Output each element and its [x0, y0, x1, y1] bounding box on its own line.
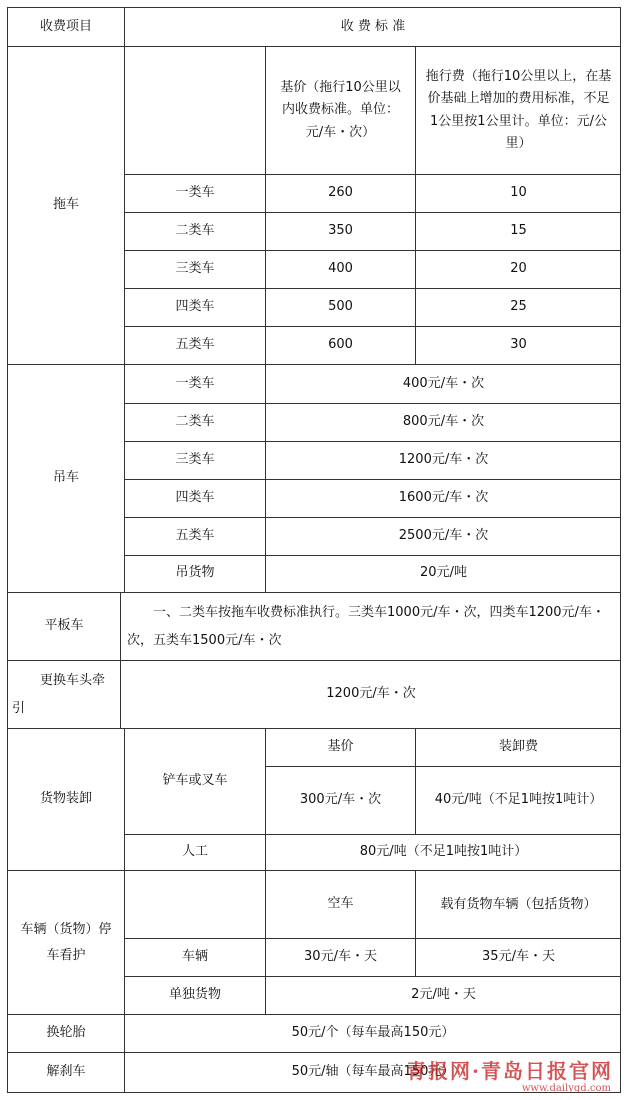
crane-label: 吊车 [52, 470, 79, 486]
header-standard: 收 费 标 准 [340, 18, 406, 34]
parking-col-loaded: 载有货物车辆（包括货物） [440, 896, 597, 912]
tow-fee-2: 15 [510, 222, 527, 238]
cargo-label: 货物装卸 [39, 791, 92, 807]
flatbed-section [7, 593, 621, 661]
tow-type-4: 四类车 [175, 298, 215, 314]
tow-base-3: 400 [328, 260, 353, 276]
crane-price-6: 20元/吨 [420, 565, 467, 581]
parking-section [7, 871, 621, 1015]
tow-base-1: 260 [328, 184, 353, 200]
tire-section [7, 1015, 621, 1053]
header-item: 收费项目 [39, 18, 92, 34]
crane-price-4: 1600元/车・次 [398, 489, 489, 505]
tow-base-header: 基价（拖行10公里以内收费标准。单位：元/车・次） [280, 80, 401, 140]
cargo-col-base: 基价 [327, 739, 354, 755]
tow-base-2: 350 [328, 222, 353, 238]
crane-type-4: 四类车 [175, 489, 215, 505]
crane-price-1: 400元/车・次 [402, 375, 485, 391]
parking-col-empty: 空车 [327, 896, 354, 912]
tractor-price: 1200元/车・次 [326, 686, 416, 702]
crane-price-2: 800元/车・次 [402, 413, 485, 429]
watermark-logo [406, 1055, 613, 1094]
tractor-label: 更换车头牵引 [12, 673, 106, 716]
cargo-forklift-base: 300元/车・次 [299, 791, 382, 807]
brake-price: 50元/轴（每车最高150元） [291, 1064, 455, 1080]
crane-type-2: 二类车 [175, 413, 215, 429]
parking-vehicle-label: 车辆 [181, 948, 208, 964]
tow-label: 拖车 [52, 197, 79, 213]
crane-type-5: 五类车 [175, 527, 215, 543]
crane-section [7, 365, 621, 593]
tow-type-3: 三类车 [175, 260, 215, 276]
brake-label: 解刹车 [46, 1064, 86, 1080]
tow-base-4: 500 [328, 298, 353, 314]
crane-type-6: 吊货物 [175, 565, 215, 581]
tow-base-5: 600 [328, 336, 353, 352]
tire-price: 50元/个（每车最高150元） [291, 1025, 455, 1041]
tow-type-2: 二类车 [175, 222, 215, 238]
crane-type-3: 三类车 [175, 451, 215, 467]
parking-vehicle-loaded: 35元/车・天 [482, 948, 555, 964]
cargo-manual-label: 人工 [181, 843, 208, 859]
cargo-col-fee: 装卸费 [498, 739, 538, 755]
cargo-section [7, 729, 621, 871]
tow-fee-3: 20 [510, 260, 527, 276]
cargo-forklift-label: 铲车或叉车 [162, 773, 228, 789]
tow-fee-header: 拖行费（拖行10公里以上，在基价基础上增加的费用标准，不足1公里按1公里计。单位：元/公里） [425, 69, 612, 151]
tractor-section [7, 661, 621, 729]
tow-fee-4: 25 [510, 298, 527, 314]
cargo-forklift-fee: 40元/吨（不足1吨按1吨计） [434, 792, 603, 807]
tow-type-5: 五类车 [175, 336, 215, 352]
tow-type-1: 一类车 [175, 184, 215, 200]
parking-vehicle-empty: 30元/车・天 [304, 948, 377, 964]
tow-fee-5: 30 [510, 336, 527, 352]
tire-label: 换轮胎 [46, 1025, 86, 1041]
table-header-row [7, 7, 621, 47]
fee-table [7, 7, 621, 1094]
crane-price-3: 1200元/车・次 [398, 451, 489, 467]
tow-section [7, 47, 621, 365]
watermark-text: 青报网·青岛日报官网 [406, 1059, 613, 1083]
parking-goods-label: 单独货物 [168, 986, 221, 1002]
crane-price-5: 2500元/车・次 [398, 527, 489, 543]
tow-fee-1: 10 [510, 184, 527, 200]
crane-type-1: 一类车 [175, 375, 215, 391]
flatbed-text: 一、二类车按拖车收费标准执行。三类车1000元/车・次，四类车1200元/车・次，五类车1500元/车・次 [127, 605, 605, 648]
watermark-url: www.dailyqd.com [521, 1083, 611, 1094]
cargo-manual-price: 80元/吨（不足1吨按1吨计） [359, 843, 528, 859]
parking-goods-price: 2元/吨・天 [411, 986, 476, 1002]
flatbed-label: 平板车 [44, 618, 84, 634]
parking-label: 车辆（货物）停车看护 [20, 921, 112, 963]
